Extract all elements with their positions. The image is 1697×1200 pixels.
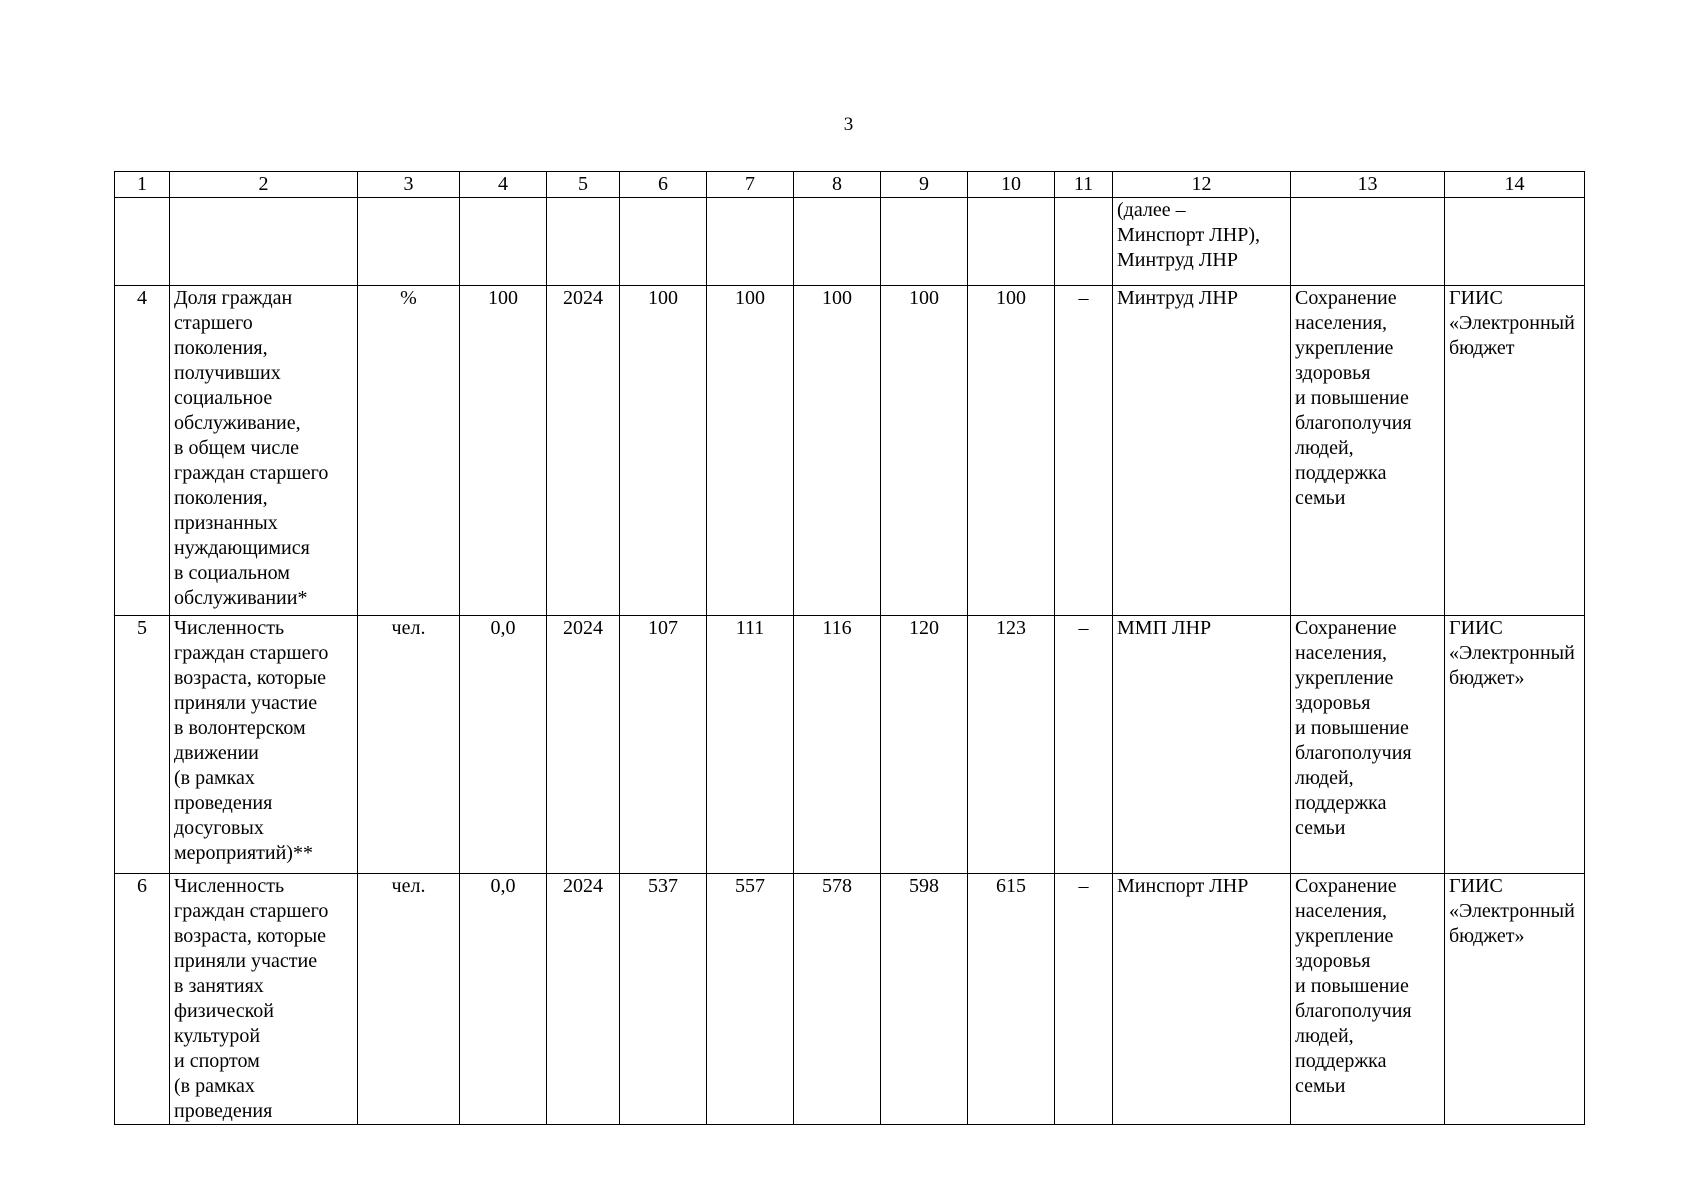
cell-indicator-name: Численность граждан старшего возраста, которые приняли участие в занятиях физической культурой и спортом (в рамках проведения bbox=[170, 874, 358, 1125]
cell-value bbox=[620, 198, 707, 286]
column-header: 12 bbox=[1113, 172, 1291, 198]
column-header: 10 bbox=[968, 172, 1055, 198]
cell-responsible: Минспорт ЛНР bbox=[1113, 874, 1291, 1125]
cell-value: 107 bbox=[620, 616, 707, 874]
cell-base-year: 2024 bbox=[547, 874, 620, 1125]
cell-unit: % bbox=[358, 286, 460, 616]
cell-number bbox=[115, 198, 170, 286]
table-row bbox=[115, 616, 1585, 874]
column-header: 14 bbox=[1445, 172, 1585, 198]
cell-value: 111 bbox=[707, 616, 794, 874]
cell-value: 100 bbox=[707, 286, 794, 616]
column-header: 9 bbox=[881, 172, 968, 198]
cell-unit: чел. bbox=[358, 616, 460, 874]
column-header: 7 bbox=[707, 172, 794, 198]
cell-value: 557 bbox=[707, 874, 794, 1125]
table-row bbox=[115, 286, 1585, 616]
cell-unit bbox=[358, 198, 460, 286]
cell-indicator-name: Доля граждан старшего поколения, получивших социальное обслуживание, в общем числе граждан старшего поколения, признанных нуждающимися в социальном обслуживании* bbox=[170, 286, 358, 616]
column-header: 5 bbox=[547, 172, 620, 198]
cell-base-value: 0,0 bbox=[460, 616, 547, 874]
cell-value bbox=[707, 198, 794, 286]
cell-national-goal: Сохранение населения, укрепление здоровья и повышение благополучия людей, поддержка семьи bbox=[1291, 286, 1445, 616]
column-header: 13 bbox=[1291, 172, 1445, 198]
cell-national-goal bbox=[1291, 198, 1445, 286]
column-header: 2 bbox=[170, 172, 358, 198]
cell-value bbox=[1055, 198, 1113, 286]
cell-value: 100 bbox=[794, 286, 881, 616]
cell-responsible: ММП ЛНР bbox=[1113, 616, 1291, 874]
cell-responsible: Минтруд ЛНР bbox=[1113, 286, 1291, 616]
cell-number: 6 bbox=[115, 874, 170, 1125]
cell-value: 120 bbox=[881, 616, 968, 874]
column-header: 4 bbox=[460, 172, 547, 198]
cell-value: 100 bbox=[881, 286, 968, 616]
cell-value: 615 bbox=[968, 874, 1055, 1125]
column-header: 6 bbox=[620, 172, 707, 198]
cell-number: 5 bbox=[115, 616, 170, 874]
cell-value: – bbox=[1055, 874, 1113, 1125]
cell-base-value: 100 bbox=[460, 286, 547, 616]
column-header: 11 bbox=[1055, 172, 1113, 198]
column-header: 8 bbox=[794, 172, 881, 198]
cell-base-year: 2024 bbox=[547, 286, 620, 616]
indicators-table bbox=[114, 171, 1585, 1125]
cell-value: 116 bbox=[794, 616, 881, 874]
cell-national-goal: Сохранение населения, укрепление здоровья и повышение благополучия людей, поддержка семьи bbox=[1291, 874, 1445, 1125]
cell-number: 4 bbox=[115, 286, 170, 616]
cell-base-year: 2024 bbox=[547, 616, 620, 874]
cell-value bbox=[881, 198, 968, 286]
page-number: 3 bbox=[843, 114, 854, 135]
cell-value bbox=[794, 198, 881, 286]
cell-value: 100 bbox=[620, 286, 707, 616]
cell-unit: чел. bbox=[358, 874, 460, 1125]
cell-indicator-name bbox=[170, 198, 358, 286]
cell-base-year bbox=[547, 198, 620, 286]
cell-value: 123 bbox=[968, 616, 1055, 874]
table-row-continuation bbox=[115, 198, 1585, 286]
table-row bbox=[115, 874, 1585, 1125]
cell-value: 537 bbox=[620, 874, 707, 1125]
cell-indicator-name: Численность граждан старшего возраста, которые приняли участие в волонтерском движении (в рамках проведения досуговых мероприятий)** bbox=[170, 616, 358, 874]
cell-base-value bbox=[460, 198, 547, 286]
column-header: 3 bbox=[358, 172, 460, 198]
cell-information-system: ГИИС «Электронный бюджет bbox=[1445, 286, 1585, 616]
cell-national-goal: Сохранение населения, укрепление здоровья и повышение благополучия людей, поддержка семьи bbox=[1291, 616, 1445, 874]
column-header: 1 bbox=[115, 172, 170, 198]
cell-responsible: (далее – Минспорт ЛНР), Минтруд ЛНР bbox=[1113, 198, 1291, 286]
cell-value: 598 bbox=[881, 874, 968, 1125]
cell-information-system bbox=[1445, 198, 1585, 286]
cell-value: – bbox=[1055, 616, 1113, 874]
cell-value bbox=[968, 198, 1055, 286]
cell-value: – bbox=[1055, 286, 1113, 616]
cell-value: 578 bbox=[794, 874, 881, 1125]
cell-information-system: ГИИС «Электронный бюджет» bbox=[1445, 616, 1585, 874]
cell-base-value: 0,0 bbox=[460, 874, 547, 1125]
column-number-row bbox=[115, 172, 1585, 198]
cell-value: 100 bbox=[968, 286, 1055, 616]
cell-information-system: ГИИС «Электронный бюджет» bbox=[1445, 874, 1585, 1125]
